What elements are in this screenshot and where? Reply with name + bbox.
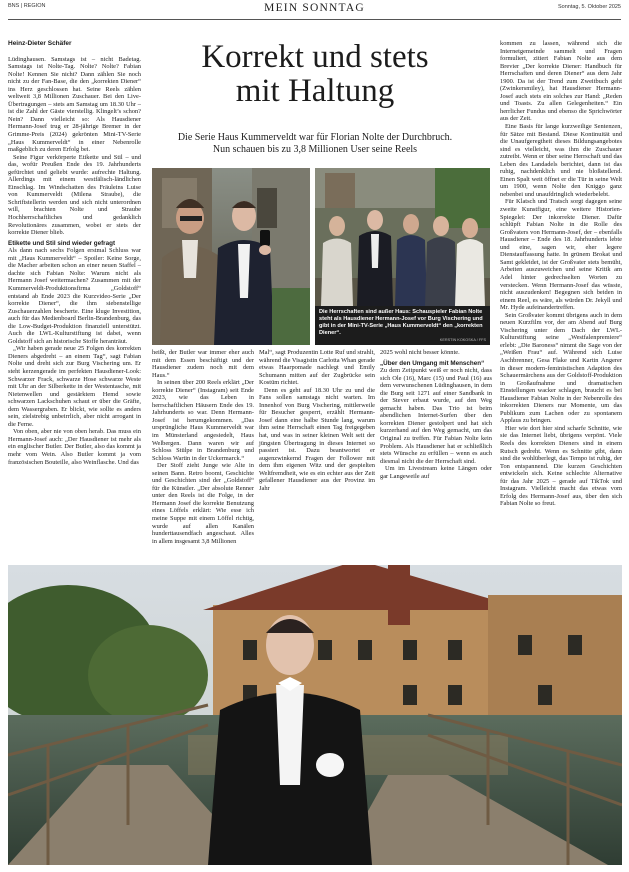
paragraph: Lüdinghausen. Samstags ist – nicht Badetag. Samstags ist Nolte-Tag. Nolte? Nolte? Fabian Nolte! Kennen Sie nicht? Dann zählen Sie noch nicht zu der Fan-Base, die den „korrekten Diener“ ins Herz geschlossen hat. Seine Reels zählen weltweit 3,8 Millionen Zuschauer. Bei den Live-Übertragungen – stets am Samstag um 18.30 Uhr – ist die Zahl der Gäste vierstellig. Klingelt’s schon? Nein? Dann vielleicht so: Als Hausdiener Hermann-Josef trug er 28-jährige Bremer in der Grimme-Preis (2024) gekrönten Mini-TV-Serie „Haus Kummerveldt“ in einer Nebenrolle maßgeblich zu deren Erfolg bei.: [8, 55, 141, 154]
header-rule: [8, 19, 621, 20]
paragraph: Für Klatsch und Tratsch sorgt dagegen seine zweite Kunstfigur, eine weitere Historien-Spiegelei: Der inkorrekte Diener. Dafür schlüpft Fabian Nolte in die Rolle des Großvaters von Hermann-Josef, der – ebenfalls Hausdiener – Ende des 18. Jahrhunderts lebte und eine, sagen wir, eher legere Dienstauffassung hatte. In grünem Brokat und Samt gekleidet, ist der Großvater stets bemüht, Arbeiten auszuweichen und seine Kritik am Adel hinter gedrechselten Worten zu verstecken. Wenn Hermann-Josef das wüsste, nicht auszudenken! Begegnen sich beiden in einem Reel, es wäre, als würden Dr. Jekyll und Mr. Hyde aufeinandertreffen.: [500, 198, 622, 312]
headline: [150, 40, 480, 108]
subheading: „Über den Umgang mit Menschen“: [380, 359, 485, 367]
author-name: Heinz-Dieter Schäfer: [8, 40, 72, 47]
photo-butler-castle-image: [8, 565, 622, 865]
paragraph: Eine Basis für lange kurzweilige Sentenzen, für Sätze mit Bestand. Diese Kontinuität und die Unaufgeregtheit dieses Bildungsangebotes sind es vielleicht, was ihm die Zuschauer zutreibt. Wenn er über seine Herrschaft und das Leben des Landadels berichtet, dann ist das ruhig, nachdenklich und nie bloßstellend. Einen Spalt weit öffnet er die Tür in seine Welt um 1900, wenn Nolte den Kniggo ganz nebenbei und unaufdringlich wiederbelebt.: [500, 123, 622, 198]
photo-actors-selfie: [152, 168, 310, 345]
photo-group-fans-image: [315, 168, 490, 306]
paragraph: kommen zu lassen, während sich die Internetgemeinde sammelt und Fragen formuliert, zitiert Fabian Nolte aus dem Brevier „Der korrekte Diener: Handbuch für Herrschaften und deren Diener“ aus dem Jahr 1900. Da ist der Trend zum Zweitbuch geht (Zwinkersmiley), hat Hausdiener Hermann-Josef auch stets ein solches zur Hand: „Reden und Toasts. Zu allen Gelegenheiten.“ Ein herrlicher Fundus und ebenso die Sprichwörter aus der Zeit.: [500, 40, 622, 123]
paragraph: Seine Figur verkörperte Etikette und Stil – und das, wofür Preußen Ende des 19. Jahrhunderts gefürchtet und geliebt wurde: aufrechte Haltung. Allerdings mit einem westfälisch-ländlichen Einschlag. Im Windschatten des Fräuleins Luise von Kummerveldt (Milena Straube), die Schriftstellerin werden und sich nicht unterordnen will, brachten Nolte und Straube Hochherrschaftliches und gedanklich Revolutionäres zusammen, wobei er stets der korrekte Diener blieb.: [8, 153, 141, 237]
paragraph: 2025 wohl nicht besser könnte.: [380, 349, 460, 356]
paragraph: In seinen über 200 Reels erklärt „Der korrekte Diener“ (Instagram) seit Ende 2023, wie das Leben in herrschaftlichen Häusern Ende des 19. Jahrhunderts so war. Denn Hermann-Josef ist herumgekommen. „Das ursprüngliche Haus Kummerveldt war im Münsterland angesiedelt, Haus Welbergen. Dann waren wir auf Schloss Stülpe in Brandenburg und Schloss Wartin in der Uckermarck.“: [152, 379, 254, 462]
article-column-4: [380, 349, 492, 480]
photo-butler-castle: [8, 565, 622, 865]
header-section-label: BNS | REGION: [8, 3, 46, 9]
issue-date: Sonntag, 5. Oktober 2025: [558, 4, 621, 10]
subheadline-line-2: Nun schauen bis zu 3,8 Millionen User seine Reels: [212, 144, 418, 155]
paragraph: Zu dem Zeitpunkt weiß er noch nicht, dass sich Ole (16), Marc (15) und Paul (16) aus dem verwunschenen Lüdinghausen, in dem die Burg seit 1271 auf einer Sandbank in der Stever erbaut wurde, auf den Weg gemacht haben. Das Trio ist beim abendlichen Internet-Surfen über den korrekten Diener gestolpert und hat sich kurzerhand auf den Weg gemacht, um das Original zu treffen. Für Fabian Nolte kein Problem. Als Hausdiener hat er schließlich stets Wünsche zu erfüllen – wenn es auch diesmal nicht die der Herrschaft sind.: [380, 367, 492, 465]
photo-caption-text: Die Herrschaften sind außer Haus: Schauspieler Fabian Nolte steht als Hausdiener Hermann-Josef vor Burg Vischering und gibt in der Mini-TV-Serie „Haus Kummerveldt“ den „korrekten Diener“.: [319, 309, 483, 336]
article-column-1: [8, 40, 141, 466]
subheadline-line-1: Die Serie Haus Kummerveldt war für Florian Nolte der Durchbruch.: [177, 132, 453, 143]
paragraph: „Wir haben gerade neue 25 Folgen des korrekten Dieners abgedreht – an einem Tag“, sagt Fabian Nolte und dreht sich zur Burg Vischering um. Er steht kerzengerade im perfekten Hausdiener-Look: Schwarzer Frack, schwarze Hose schwarze Weste mit Uhr an der Silberkette in der Westentasche, mit Nietenwellen und gestärktem Hemd sowie schwarzen Lackschuhen schaut er über die Gräfte, dem Wassergraben. Er blickt, wie sollte es anders sein, zielstrebig unbeirrlich, aber nicht arrogant in die Ferne.: [8, 345, 141, 428]
subheading: Etikette und Stil sind wieder gefragt: [8, 239, 116, 247]
paragraph: Der Stoff zieht Junge wie Alte in seinen Bann. Retro boomt, Geschichte und Geschichten sind der „Goldstoff“ für die Künstler. „Der absolute Renner unter den Reels ist die Folge, in der Hermann Josef die korrekte Benutzung eines Löffels erklärt: Wie esse ich meine Suppe mit einem Löffel richtig, wurde auf allen Kanälen hunderttausendfach angeschaut. Alles in allem insgesamt 3,8 Millionen: [152, 462, 254, 545]
article-column-5: [500, 40, 622, 508]
article-column-3: [259, 349, 375, 492]
subheadline: [150, 132, 480, 156]
section-title: MEIN SONNTAG: [264, 2, 365, 14]
paragraph: Denn es geht auf 18.30 Uhr zu und die Fans sollen samstags nicht warten. Im Innenhof von Burg Vischering, mittlerweile für Besucher gesperrt, erzählt Hermann-Josef dann eine halbe Stunde lang, warum ihm seine Herrschaft einen Tag freigegeben hat, und was in seiner kleinen Welt seit der jüngsten Übertragung in dieses Internet so passiert ist. Dazu beantwortet er augenzwinkernd Fragen der Follower mit dem ihm eigenen Witz und der gespielten Weltfremdheit, wie es ein echter aus der Zeit gefallener Hausdiener aus der Provinz im Jahr: [259, 386, 375, 492]
paragraph: Hier wie dort hier sind scharfe Schnitte, wie sie das Internet liebt, übrigens verpönt. Viele Reels des korrekten Dieners sind in einem Rutsch gedreht. Wenn es Schnitte gibt, dann sind die wohlüberlegt, das Tempo ist ruhig, der Ton entspannend. Die kurzen Geschichten entwickeln sich. Keine schlechte Alternative für das Jahr 2025 – gerade auf TikTok und Instagram. Vielleicht macht das etwas vom Erfolg des Hermann-Josef aus, über den sich Fabian Nolte so freut.: [500, 424, 622, 508]
article-column-2: [152, 349, 254, 545]
paragraph: Um im Livestream keine Längen oder gar Langeweile auf: [380, 465, 492, 480]
headline-line-2: mit Haltung: [235, 73, 395, 109]
headline-line-1: Korrekt und stets: [201, 39, 429, 75]
paragraph: Von oben, aber nie von oben herab. Das muss ein Hermann-Josef auch: „Der Hausdiener ist mehr als ein englischer Butler. Der Butler, also das kommt ja mehr vom Wein. Also Butler kommt ja vom französischen Bouteille, also Weinflasche. Und das: [8, 428, 141, 466]
photo-caption: [315, 306, 490, 345]
paragraph: Mal“, sagt Produzentin Lotte Ruf und strahlt, während die Visagistin Carlotta Whan gerade etwas Haarpomade nachlegt und Emily Schumann mitten auf der Zugbrücke sein Kostüm richtet.: [259, 349, 375, 387]
photo-credit: KERSTIN KOKOSKA / FFS: [439, 337, 486, 342]
photo-actors-selfie-image: [152, 168, 310, 345]
paragraph: Als dann nach sechs Folgen erstmal Schluss war mit „Haus Kummerveldt“ – Spoiler: Keine Sorge, die Macher arbeiten schon an einer neuen Staffel – dachte sich Fabian Nolte: Warum nicht als Hermann Josef weitermachen? Zusammen mit der Kummerveldt-Produktionsfirma „Goldstoff“ entstand ab Ende 2023 die Kurzvideo-Serie „Der korrekte Diener“, die ihm siebenstellige Zuschauerzahlen bescherte. Eine kluge Investition, auch für das Medienboard Berlin-Brandenburg, das die Low-Budget-Produktion finanziell unterstützt. Auch die LWL-Kulturstiftung ist dabei, wenn Goldstoff sich an historische Stoffe heranträut.: [8, 247, 141, 345]
paragraph: heißt, der Butler war immer eher auch mit dem Essen beschäftigt und der Hausdiener zudem noch mit dem Haus.“: [152, 349, 254, 379]
paragraph: Sein Großvater kommt übrigens auch in dem neuen Kurzfilm vor, der am Abend auf Burg Vischering unter dem Dach der LWL-Kulturstiftung seine „Westfalenpremiere“ erlebt: „Die Baroness“ nimmt die Sage von der „Weißen Frau“ auf. Während sich Luise Aschbrenner, Gesa Flake und Kartin Angerer in dieser modern-feministischen Adaption des Schauermärchens aus der Goldstoff-Produktion in Großaufnahme und dramatischen Einstellungen wacker schlagen, braucht es bei Hausdiener Fabian Nolte in der Nebenrolle des inkorrekten Dieners nur Momente, um das Publikum zum Lachen oder zu spontanem Applaus zu bringen.: [500, 311, 622, 425]
photo-group-fans: [315, 168, 490, 306]
